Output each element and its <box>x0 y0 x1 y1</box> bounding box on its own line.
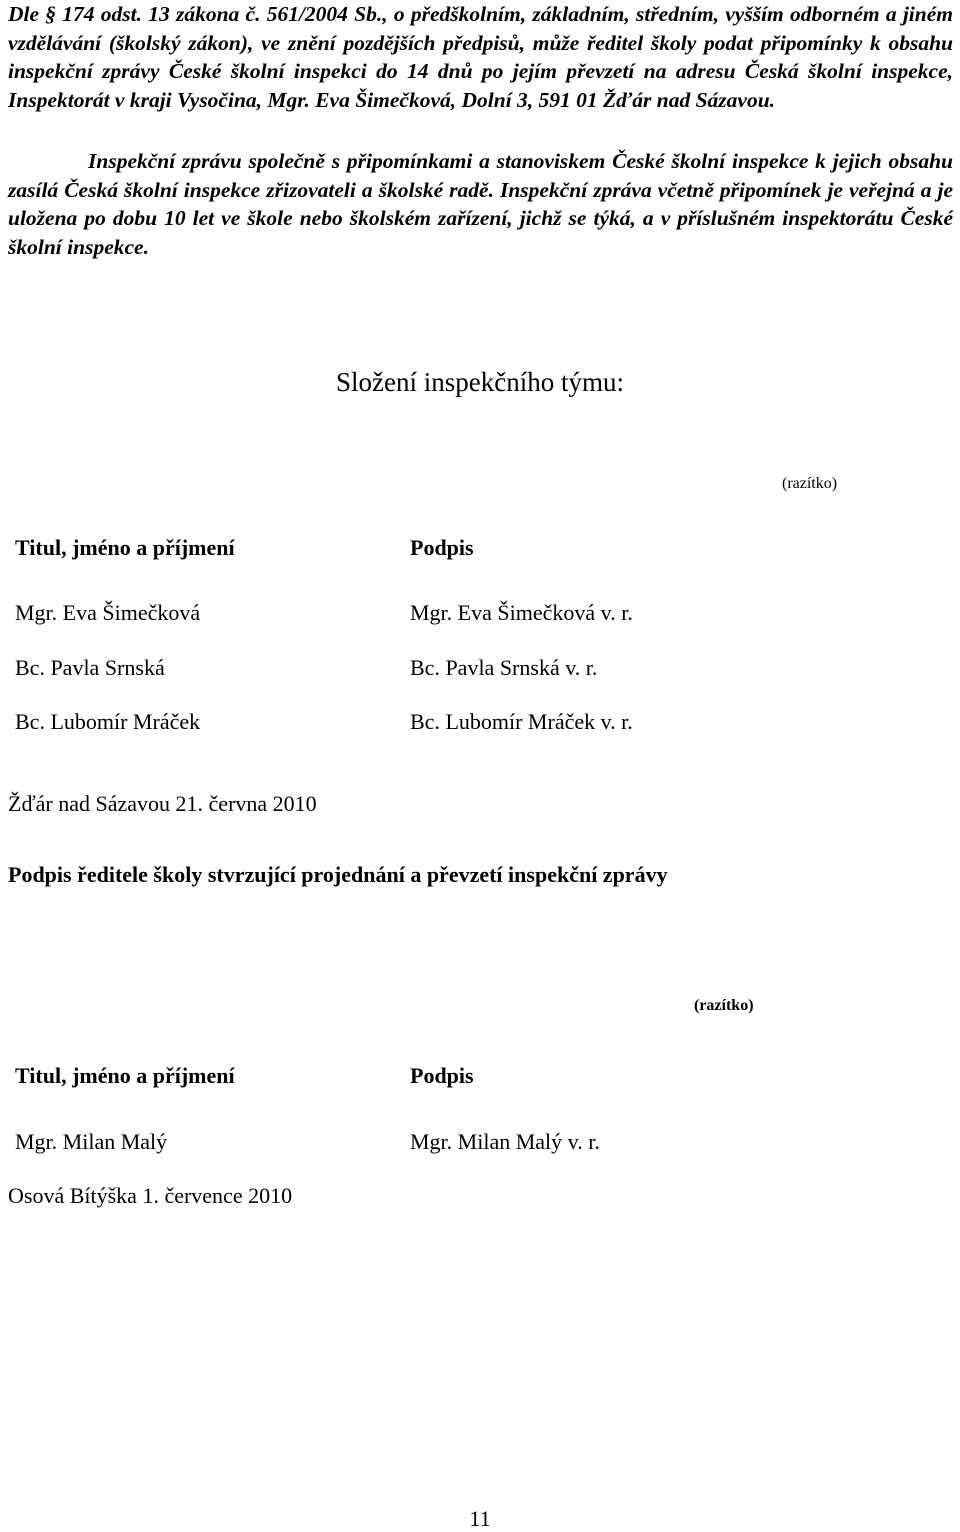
team-member-signature: Mgr. Eva Šimečková v. r. <box>410 600 633 625</box>
team-member-signature: Bc. Pavla Srnská v. r. <box>410 655 598 680</box>
intro-paragraph-2: Inspekční zprávu společně s připomínkami a stanoviskem České školní inspekce k jejich obsahu zasílá Česká školní inspekce zřizovateli a školské radě. Inspekční zpráva včetně připomínek je veřejná a je uložena po dobu 10 let ve škole nebo školském zařízení, jichž se týká, a v příslušném inspektorátu České školní inspekce. <box>8 149 953 260</box>
director-signature-header: Podpis <box>410 1063 474 1088</box>
team-member-name: Mgr. Eva Šimečková <box>15 600 201 625</box>
director-name: Mgr. Milan Malý <box>15 1129 168 1154</box>
team-name-header: Titul, jméno a příjmení <box>15 535 235 560</box>
director-name-header: Titul, jméno a příjmení <box>15 1063 235 1088</box>
team-place-date: Žďár nad Sázavou 21. června 2010 <box>8 791 317 816</box>
director-heading: Podpis ředitele školy stvrzující projednání a převzetí inspekční zprávy <box>8 862 668 887</box>
intro-paragraph-1: Dle § 174 odst. 13 zákona č. 561/2004 Sb., o předškolním, základním, středním, vyšším odborném a jiném vzdělávání (školský zákon), ve znění pozdějších předpisů, může ředitel školy podat připomínky k obsahu inspekční zprávy České školní inspekci do 14 dnů po jejím převzetí na adresu Česká školní inspekce, Inspektorát v kraji Vysočina, Mgr. Eva Šimečková, Dolní 3, 591 01 Žďár nad Sázavou. <box>8 2 953 113</box>
team-signature-header: Podpis <box>410 535 474 560</box>
page-number: 11 <box>469 1506 491 1531</box>
team-member-name: Bc. Lubomír Mráček <box>15 709 201 734</box>
director-stamp-label: (razítko) <box>694 997 754 1014</box>
team-member-signature: Bc. Lubomír Mráček v. r. <box>410 709 633 734</box>
director-signature: Mgr. Milan Malý v. r. <box>410 1129 600 1154</box>
director-place-date: Osová Bítýška 1. července 2010 <box>8 1183 293 1208</box>
team-title: Složení inspekčního týmu: <box>336 367 624 397</box>
team-member-name: Bc. Pavla Srnská <box>15 655 165 680</box>
team-stamp-label: (razítko) <box>782 475 838 492</box>
